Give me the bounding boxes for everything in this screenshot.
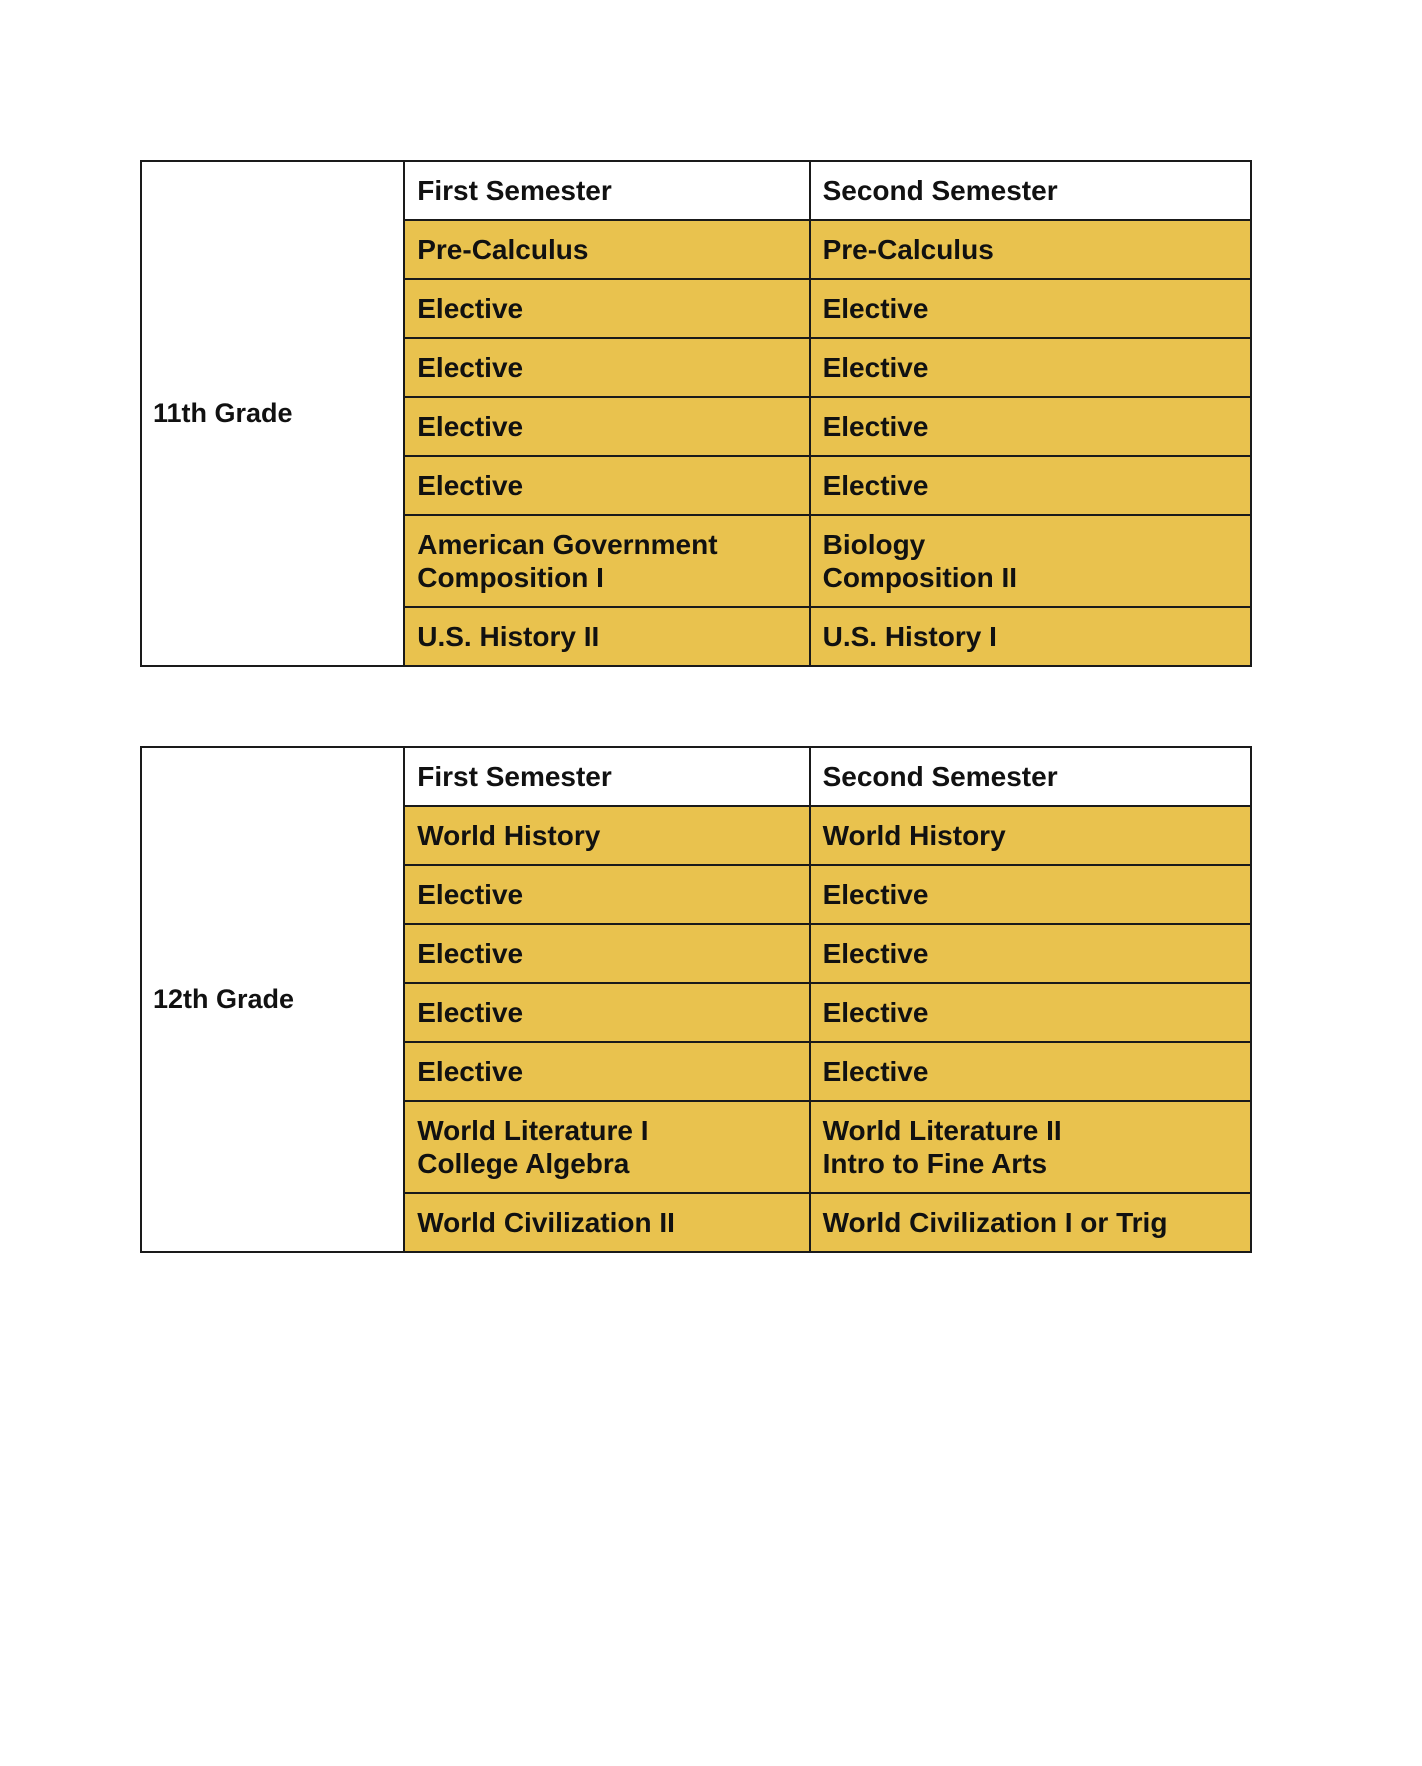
- course-line: Intro to Fine Arts: [822, 1148, 1048, 1179]
- grade-label: 12th Grade: [141, 747, 404, 1252]
- course-cell-second: [810, 515, 1251, 607]
- course-line: College Algebra: [417, 1148, 630, 1179]
- course-cell-second: Elective: [810, 397, 1251, 456]
- course-cell-second: Elective: [810, 924, 1251, 983]
- course-cell-first: U.S. History II: [404, 607, 809, 666]
- course-line: World Literature II: [822, 1115, 1062, 1146]
- course-cell-first: Pre-Calculus: [404, 220, 809, 279]
- course-cell-second: World Civilization I or Trig: [810, 1193, 1251, 1252]
- course-cell-second: Elective: [810, 865, 1251, 924]
- course-cell-second: World History: [810, 806, 1251, 865]
- course-cell-first: Elective: [404, 338, 809, 397]
- first-semester-header: First Semester: [404, 747, 809, 806]
- course-cell-first: Elective: [404, 983, 809, 1042]
- course-line: Composition I: [417, 562, 604, 593]
- course-cell-first: Elective: [404, 456, 809, 515]
- course-cell-second: Elective: [810, 338, 1251, 397]
- course-line: Biology: [822, 529, 926, 560]
- second-semester-header: Second Semester: [810, 747, 1251, 806]
- course-cell-second: Elective: [810, 1042, 1251, 1101]
- course-cell-second: Elective: [810, 456, 1251, 515]
- course-cell-second: Pre-Calculus: [810, 220, 1251, 279]
- course-cell-first: Elective: [404, 924, 809, 983]
- course-cell-first: Elective: [404, 1042, 809, 1101]
- course-line: American Government: [417, 529, 718, 560]
- course-cell-second: U.S. History I: [810, 607, 1251, 666]
- course-cell-first: Elective: [404, 865, 809, 924]
- course-cell-first: [404, 515, 809, 607]
- course-cell-first: World Civilization II: [404, 1193, 809, 1252]
- course-cell-second: Elective: [810, 983, 1251, 1042]
- table-header-row: [141, 161, 1251, 220]
- course-cell-second: [810, 1101, 1251, 1193]
- first-semester-header: First Semester: [404, 161, 809, 220]
- course-line: Composition II: [822, 562, 1018, 593]
- table-header-row: [141, 747, 1251, 806]
- course-cell-first: Elective: [404, 397, 809, 456]
- second-semester-header: Second Semester: [810, 161, 1251, 220]
- grade-11-schedule-table: [140, 160, 1252, 667]
- grade-12-schedule-table: [140, 746, 1252, 1253]
- course-cell-first: Elective: [404, 279, 809, 338]
- course-cell-first: World History: [404, 806, 809, 865]
- grade-label: 11th Grade: [141, 161, 404, 666]
- course-cell-second: Elective: [810, 279, 1251, 338]
- course-cell-first: [404, 1101, 809, 1193]
- course-line: World Literature I: [417, 1115, 649, 1146]
